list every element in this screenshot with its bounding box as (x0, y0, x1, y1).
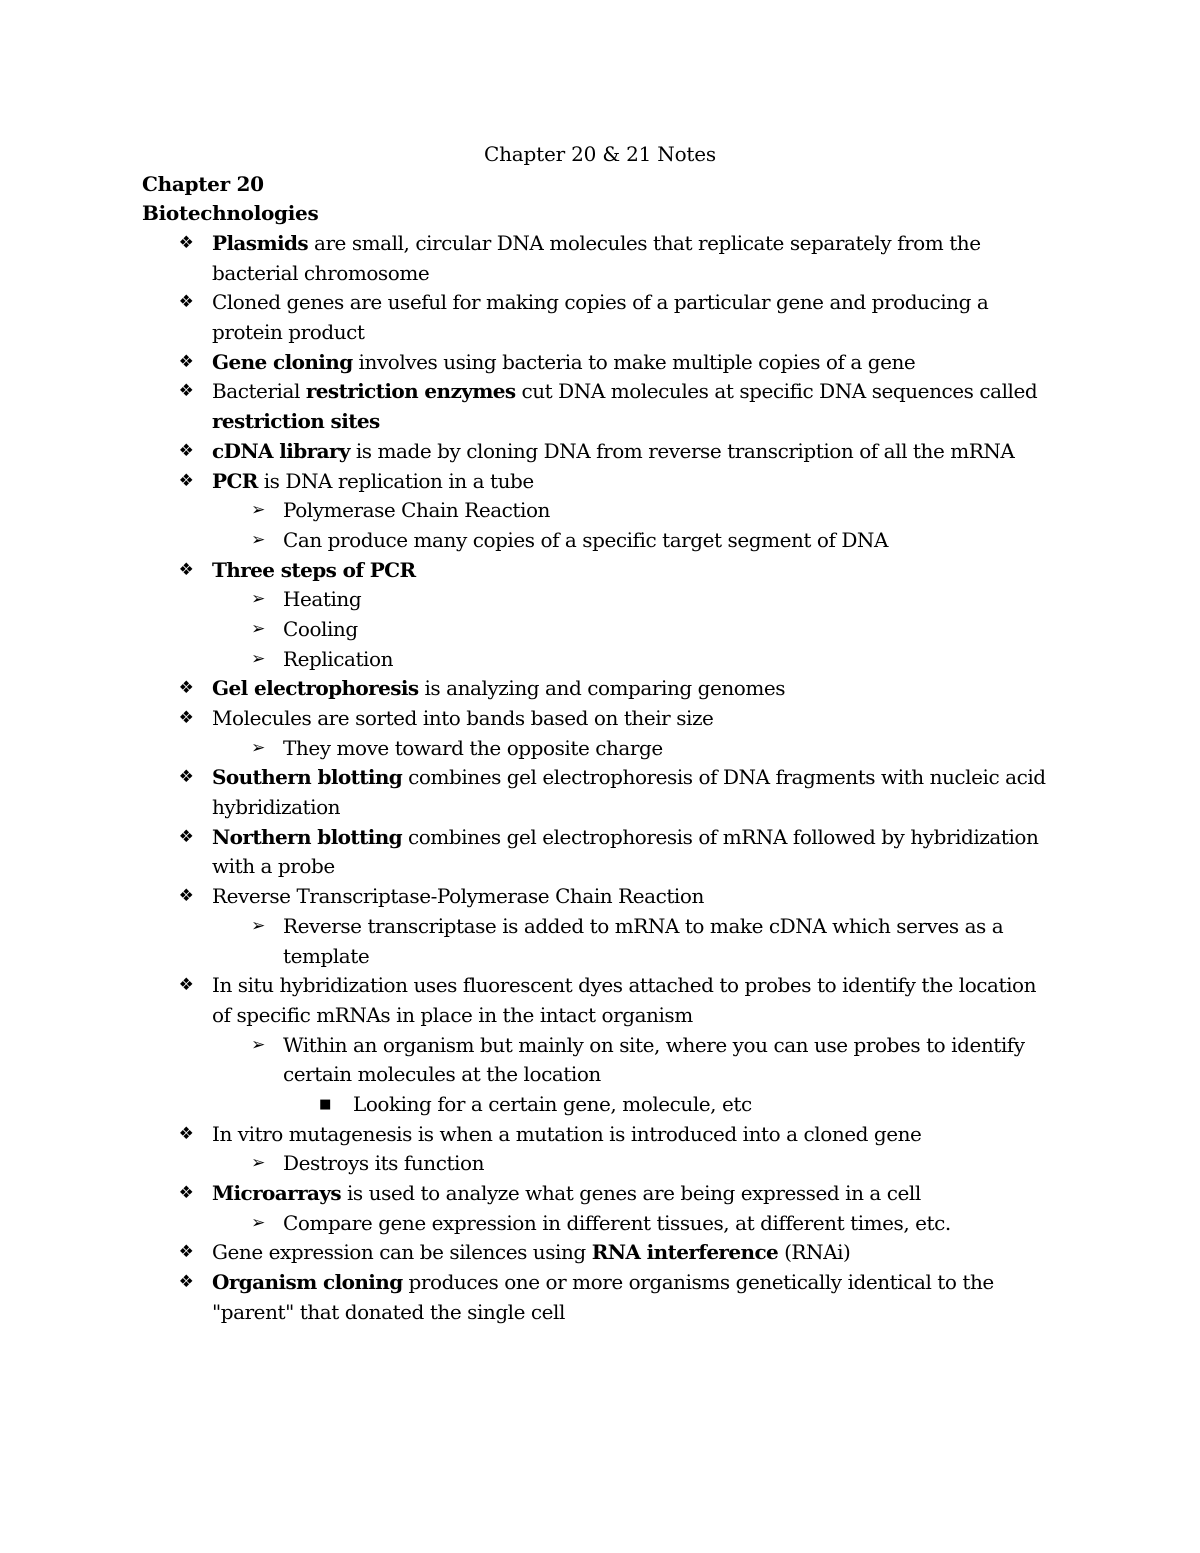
note-text (353, 1090, 752, 1120)
bold-term: restriction sites (212, 409, 380, 434)
note-text (212, 229, 981, 259)
note-segment: bacterial chromosome (212, 260, 430, 285)
note-segment: combines gel electrophoresis of mRNA followed by hybridization (402, 824, 1039, 849)
arrow-bullet-icon: ➢ (251, 618, 265, 639)
note-text (283, 1031, 1025, 1061)
bold-term: RNA interference (591, 1240, 779, 1265)
note-segment: is made by cloning DNA from reverse transcription of all the mRNA (349, 438, 1015, 463)
diamond-bullet-icon: ❖ (178, 826, 194, 847)
note-segment: of specific mRNAs in place in the intact organism (212, 1002, 693, 1027)
note-line (0, 467, 1200, 497)
note-text (212, 1001, 693, 1031)
note-segment: Replication (283, 646, 394, 671)
note-line (0, 1209, 1200, 1239)
diamond-bullet-icon: ❖ (178, 233, 194, 253)
note-line (0, 674, 1200, 704)
arrow-bullet-icon: ➢ (251, 589, 265, 610)
note-line (0, 645, 1200, 675)
note-segment: Can produce many copies of a specific target segment of DNA (283, 527, 888, 552)
note-segment: is DNA replication in a tube (257, 468, 534, 493)
arrow-bullet-icon: ➢ (251, 1034, 265, 1055)
note-text (212, 793, 340, 823)
arrow-bullet-icon: ➢ (251, 1212, 265, 1233)
note-text (212, 1120, 921, 1150)
note-segment: Looking for a certain gene, molecule, etc (353, 1091, 752, 1116)
note-line (0, 288, 1200, 318)
note-segment: Gene expression can be silences using (212, 1240, 592, 1265)
note-text (212, 556, 416, 586)
diamond-bullet-icon: ❖ (178, 351, 194, 372)
section-heading: Biotechnologies (142, 201, 319, 225)
note-segment: is used to analyze what genes are being expressed in a cell (341, 1181, 921, 1205)
note-line (0, 763, 1200, 793)
diamond-bullet-icon: ❖ (178, 440, 194, 461)
note-text (283, 942, 369, 972)
note-segment: Compare gene expression in different tissues, at different times, etc. (283, 1210, 951, 1235)
note-segment: combines gel electrophoresis of DNA fragments with nucleic acid (402, 765, 1046, 790)
bold-term: Three steps of PCR (212, 557, 416, 582)
note-segment: template (283, 943, 370, 968)
note-text (212, 1298, 565, 1328)
arrow-bullet-icon: ➢ (251, 648, 265, 669)
note-line (0, 1179, 1200, 1209)
document-title: Chapter 20 & 21 Notes (484, 142, 716, 166)
arrow-bullet-icon: ➢ (251, 500, 265, 521)
note-segment: Cooling (283, 616, 358, 641)
note-line (0, 496, 1200, 526)
chapter-heading: Chapter 20 (142, 172, 264, 196)
note-text (212, 467, 534, 497)
note-segment: is analyzing and comparing genomes (418, 676, 786, 701)
note-text (212, 1179, 921, 1209)
note-line (0, 1090, 1200, 1120)
note-segment: In situ hybridization uses fluorescent dyes attached to probes to identify the location (212, 973, 1037, 998)
note-text (283, 496, 550, 526)
note-text (212, 1238, 850, 1268)
arrow-bullet-icon: ➢ (251, 737, 265, 758)
note-line (0, 882, 1200, 912)
bold-term: Southern blotting (212, 765, 403, 790)
note-segment: "parent" that donated the single cell (212, 1299, 565, 1324)
note-segment: Reverse Transcriptase-Polymerase Chain Reaction (212, 884, 704, 909)
diamond-bullet-icon: ❖ (178, 292, 194, 313)
note-text (212, 852, 335, 882)
bold-term: PCR (212, 468, 258, 493)
note-text (212, 971, 1036, 1001)
note-segment: are small, circular DNA molecules that replicate separately from the (308, 231, 981, 255)
bold-term: Northern blotting (212, 824, 403, 849)
diamond-bullet-icon: ❖ (178, 678, 194, 699)
bold-term: restriction enzymes (305, 379, 516, 404)
diamond-bullet-icon: ❖ (178, 559, 194, 580)
note-segment: certain molecules at the location (283, 1062, 601, 1087)
note-text (283, 912, 1003, 942)
note-line (0, 259, 1200, 289)
diamond-bullet-icon: ❖ (178, 1123, 194, 1144)
diamond-bullet-icon: ❖ (178, 1272, 194, 1293)
diamond-bullet-icon: ❖ (178, 1183, 194, 1203)
note-text (283, 615, 358, 645)
note-line (0, 1120, 1200, 1150)
note-text (212, 348, 915, 378)
note-line (0, 318, 1200, 348)
note-segment: Destroys its function (283, 1151, 485, 1176)
note-line (0, 852, 1200, 882)
diamond-bullet-icon: ❖ (178, 708, 194, 728)
note-line (0, 585, 1200, 615)
note-line (0, 1031, 1200, 1061)
bold-term: cDNA library (212, 438, 350, 463)
note-line (0, 1238, 1200, 1268)
note-line (0, 734, 1200, 764)
arrow-bullet-icon: ➢ (251, 1153, 265, 1174)
note-line (0, 526, 1200, 556)
note-text (283, 526, 888, 556)
note-line (0, 377, 1200, 407)
note-line (0, 615, 1200, 645)
note-segment: They move toward the opposite charge (283, 735, 663, 760)
note-line (0, 704, 1200, 734)
diamond-bullet-icon: ❖ (178, 886, 194, 907)
note-text (283, 1149, 484, 1179)
note-segment: hybridization (212, 795, 341, 820)
note-line (0, 912, 1200, 942)
bold-term: Gel electrophoresis (212, 676, 419, 701)
square-bullet-icon: ■ (319, 1096, 331, 1112)
note-text (212, 1268, 994, 1298)
diamond-bullet-icon: ❖ (178, 767, 194, 788)
note-segment: Bacterial (212, 379, 306, 404)
note-text (212, 259, 429, 289)
note-text (283, 1060, 601, 1090)
note-line (0, 1060, 1200, 1090)
diamond-bullet-icon: ❖ (178, 975, 194, 996)
diamond-bullet-icon: ❖ (178, 381, 194, 402)
note-segment: Heating (283, 587, 362, 612)
note-segment: Within an organism but mainly on site, where you can use probes to identify (283, 1032, 1025, 1057)
note-line (0, 1298, 1200, 1328)
note-segment: Cloned genes are useful for making copies of a particular gene and producing a (212, 290, 989, 315)
note-text (212, 823, 1038, 853)
note-line (0, 348, 1200, 378)
bold-term: Microarrays (212, 1181, 342, 1205)
notes-list (0, 229, 1200, 1327)
note-line (0, 823, 1200, 853)
note-segment: (RNAi) (778, 1240, 851, 1265)
note-line (0, 1149, 1200, 1179)
note-segment: Polymerase Chain Reaction (283, 498, 550, 523)
note-line (0, 556, 1200, 586)
note-text (212, 437, 1014, 467)
note-segment: with a probe (212, 854, 335, 879)
diamond-bullet-icon: ❖ (178, 470, 194, 491)
arrow-bullet-icon: ➢ (251, 529, 265, 550)
note-segment: produces one or more organisms genetically identical to the (402, 1270, 994, 1295)
note-line (0, 229, 1200, 259)
note-text (283, 1209, 951, 1239)
bold-term: Plasmids (212, 231, 309, 255)
note-text (212, 377, 1037, 407)
note-text (212, 288, 988, 318)
note-text (283, 734, 663, 764)
note-line (0, 1268, 1200, 1298)
note-segment: Reverse transcriptase is added to mRNA to make cDNA which serves as a (283, 913, 1004, 938)
note-segment: involves using bacteria to make multiple copies of a gene (352, 349, 916, 374)
note-text (212, 704, 713, 734)
arrow-bullet-icon: ➢ (251, 915, 265, 936)
note-segment: protein product (212, 320, 365, 345)
note-text (283, 585, 361, 615)
note-line (0, 407, 1200, 437)
note-segment: In vitro mutagenesis is when a mutation is introduced into a cloned gene (212, 1121, 922, 1146)
note-text (283, 645, 393, 675)
note-segment: cut DNA molecules at specific DNA sequences called (515, 379, 1038, 404)
note-text (212, 674, 785, 704)
note-line (0, 942, 1200, 972)
note-line (0, 793, 1200, 823)
note-line (0, 971, 1200, 1001)
bold-term: Gene cloning (212, 349, 353, 374)
note-text (212, 882, 704, 912)
note-line (0, 437, 1200, 467)
note-text (212, 318, 365, 348)
note-text (212, 763, 1046, 793)
note-segment: Molecules are sorted into bands based on their size (212, 706, 714, 730)
note-text (212, 407, 380, 437)
note-line (0, 1001, 1200, 1031)
diamond-bullet-icon: ❖ (178, 1242, 194, 1263)
bold-term: Organism cloning (212, 1270, 403, 1295)
